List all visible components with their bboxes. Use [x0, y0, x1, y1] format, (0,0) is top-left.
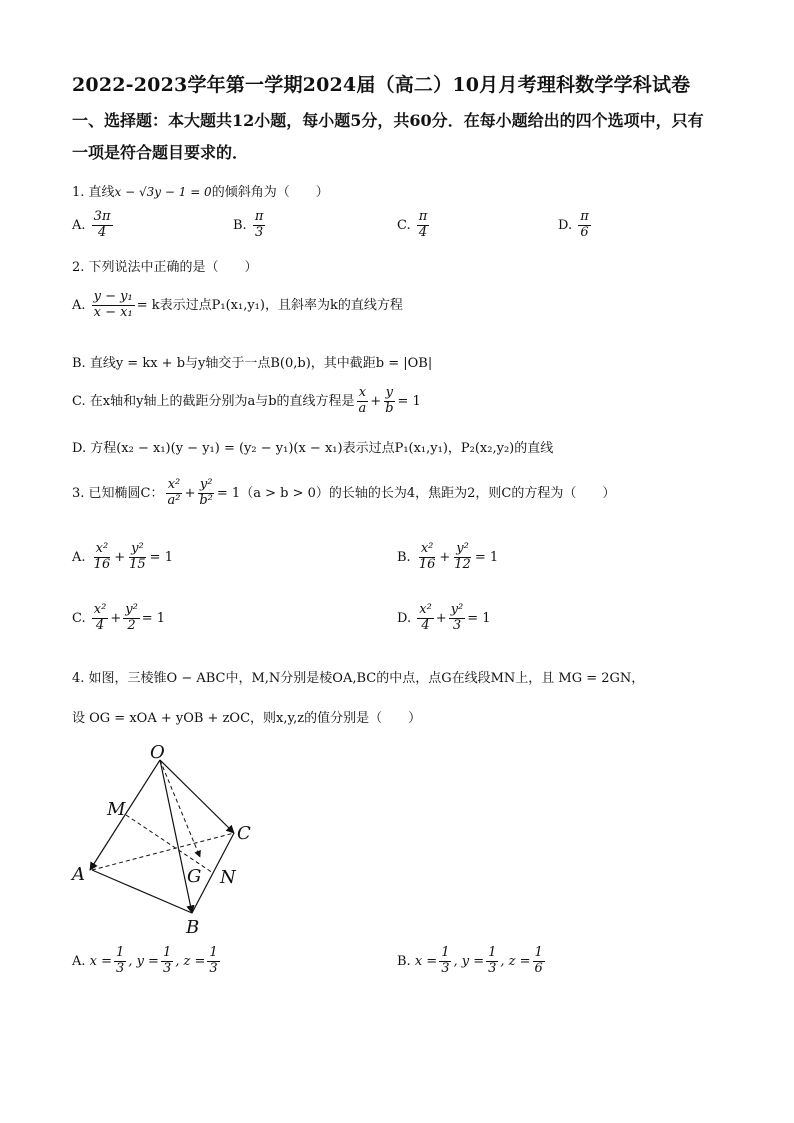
segment-mn [126, 815, 213, 873]
option-text: = k表示过点P₁(x₁,y₁)，且斜率为k的直线方程 [136, 297, 403, 313]
denominator: 3 [116, 960, 125, 976]
option-text: 在x轴和y轴上的截距分别为a与b的直线方程是 [89, 393, 355, 409]
numerator: 1 [209, 945, 218, 960]
denominator: 2 [127, 617, 136, 633]
fraction [383, 386, 395, 417]
plus-sign: + [184, 485, 196, 501]
option-label: C. [72, 393, 86, 409]
numerator: y − y₁ [93, 289, 133, 304]
denominator: 3 [254, 224, 264, 240]
denominator: 3 [452, 617, 462, 633]
option-label: B. [233, 217, 247, 233]
section-heading-line2: 一项是符合题目要求的． [72, 143, 249, 162]
numerator: 1 [162, 945, 172, 960]
denominator: 6 [534, 960, 543, 976]
numerator: x² [93, 602, 107, 617]
question-1-tail: 的倾斜角为（ ） [211, 185, 329, 200]
question-3-option-d: D. $\frac{\text{x²}}{4}$ + $\frac{\text{y²}}{3}$ = 1 [397, 602, 491, 633]
denominator: 3 [162, 960, 172, 976]
fraction [452, 542, 473, 573]
option-label: C. [72, 610, 86, 626]
denominator: 4 [418, 224, 428, 240]
question-2-option-c [72, 386, 421, 417]
fraction [114, 946, 126, 977]
fraction [92, 603, 109, 634]
fraction [197, 478, 215, 509]
denominator: 4 [421, 617, 430, 633]
equals: = 1 [467, 610, 491, 626]
option-label: D. [558, 217, 573, 233]
question-4-line1: 4. 如图，三棱锥O − ABC中，M,N分别是棱OA,BC的中点，点G在线段MN上，且 MG = 2GN， [72, 671, 645, 686]
denominator: b [385, 400, 394, 416]
fraction [92, 290, 135, 321]
tetrahedron-figure [60, 745, 270, 940]
question-2-stem: 2. 下列说法中正确的是（ ） [72, 260, 258, 275]
option-text: x = [414, 953, 438, 969]
option-label: A. [72, 549, 86, 565]
denominator: 16 [93, 556, 111, 572]
question-2-option-a [72, 290, 403, 321]
denominator: a² [167, 492, 181, 508]
equals: = 1 [474, 549, 499, 565]
question-1-number: 1. 直线 [72, 185, 115, 200]
option-label: B. [397, 953, 411, 969]
option-text: = 1 [397, 393, 421, 409]
option-label: C. [397, 217, 411, 233]
label-a: A [72, 864, 85, 885]
denominator: 3 [488, 960, 497, 976]
fraction [357, 386, 369, 417]
equals: = 1 [141, 610, 166, 626]
numerator: y² [125, 602, 138, 617]
numerator: x² [419, 602, 432, 617]
question-4-option-b [397, 946, 547, 977]
denominator: x − x₁ [93, 304, 133, 320]
option-label: A. [72, 297, 86, 313]
denominator: 3 [209, 960, 218, 976]
question-1-equation: x − √3y − 1 = 0 [114, 185, 212, 199]
option-text: 方程(x₂ − x₁)(y − y₁) = (y₂ − y₁)(x − x₁)表示过点P₁(x₁,y₁)，P₂(x₂,y₂)的直线 [90, 441, 554, 456]
edge-ab [92, 870, 192, 913]
numerator: 3π [93, 209, 111, 224]
fraction [92, 542, 113, 573]
question-3-option-b: B. $\frac{\text{x²}}{16}$ + $\frac{\text{y²}}{12}$ = 1 [397, 541, 499, 572]
question-2-option-d [72, 437, 553, 456]
numerator: x [358, 385, 367, 400]
label-o: O [150, 745, 165, 763]
denominator: b² [199, 492, 213, 508]
numerator: x² [420, 541, 434, 556]
option-label: B. [397, 549, 411, 565]
fraction [417, 210, 430, 241]
numerator: y² [131, 541, 144, 556]
vector-og [160, 760, 200, 857]
fraction [486, 946, 498, 977]
fraction [533, 946, 545, 977]
numerator: 1 [534, 945, 543, 960]
denominator: 3 [441, 960, 450, 976]
denominator: 6 [580, 224, 589, 240]
page-title: 2022-2023学年第一学期2024届（高二）10月月考理科数学学科试卷 [72, 74, 691, 96]
numerator: y² [199, 477, 213, 492]
question-1-option-c [397, 210, 431, 241]
option-text: , z = [500, 953, 531, 969]
option-label: B. [72, 356, 86, 371]
numerator: x² [95, 541, 109, 556]
question-1-stem [72, 181, 329, 200]
fraction [127, 542, 148, 573]
fraction [161, 946, 173, 977]
option-text: , z = [175, 953, 206, 969]
fraction [207, 946, 219, 977]
option-text: , y = [128, 953, 159, 969]
option-label: D. [72, 441, 87, 456]
section-heading-line1: 一、选择题：本大题共12小题，每小题5分，共60分．在每小题给出的四个选项中，只有 [72, 111, 704, 130]
denominator: 12 [454, 556, 471, 572]
denominator: 4 [95, 617, 105, 633]
fraction [92, 210, 113, 241]
equals: = 1 [149, 549, 173, 565]
label-c: C [237, 823, 251, 844]
numerator: 1 [441, 945, 450, 960]
question-3-option-a: A. $\frac{\text{x²}}{16}$ + $\frac{\text{y²}}{15}$ = 1 [72, 541, 173, 572]
numerator: y² [450, 602, 464, 617]
option-label: A. [72, 217, 86, 233]
option-label: A. [72, 953, 86, 969]
plus-sign: + [370, 393, 382, 409]
fraction [449, 603, 466, 634]
option-label: D. [397, 610, 412, 626]
question-3-text: = 1（a > b > 0）的长轴的长为4，焦距为2，则C的方程为（ ） [216, 485, 616, 501]
question-1-option-b [233, 210, 267, 241]
numerator: 1 [116, 945, 125, 960]
numerator: y [385, 385, 394, 400]
label-m: M [107, 799, 126, 820]
fraction [417, 603, 434, 634]
label-n: N [220, 867, 236, 888]
question-4-line2: 设 OG = xOA + yOB + zOC，则x,y,z的值分别是（ ） [72, 711, 422, 726]
option-text: 直线y = kx + b与y轴交于一点B(0,b)，其中截距b = |OB| [89, 356, 433, 371]
edge-ob [160, 760, 192, 913]
question-3-stem [72, 478, 615, 509]
numerator: π [580, 209, 589, 224]
option-text: , y = [453, 953, 485, 969]
numerator: x² [167, 477, 181, 492]
numerator: π [254, 209, 264, 224]
numerator: 1 [488, 945, 497, 960]
question-1-option-d [558, 210, 593, 241]
edge-ac-hidden [92, 833, 234, 870]
fraction [417, 542, 438, 573]
question-4-option-a [72, 946, 222, 977]
label-b: B [186, 917, 200, 938]
fraction [253, 210, 266, 241]
denominator: 15 [129, 556, 146, 572]
question-1-option-a [72, 210, 115, 241]
denominator: 4 [97, 224, 107, 240]
fraction [165, 478, 182, 509]
question-2-option-b [72, 352, 432, 371]
denominator: 16 [418, 556, 436, 572]
fraction [439, 946, 451, 977]
edge-oc [160, 760, 234, 833]
question-3-text: 3. 已知椭圆C： [72, 485, 164, 501]
numerator: y² [456, 541, 469, 556]
question-3-option-c: C. $\frac{\text{x²}}{4}$ + $\frac{\text{y²}}{2}$ = 1 [72, 602, 166, 633]
fraction [578, 210, 591, 241]
label-g: G [187, 866, 202, 887]
option-text: x = [89, 953, 113, 969]
numerator: π [418, 209, 428, 224]
denominator: a [358, 400, 367, 416]
fraction [123, 603, 140, 634]
